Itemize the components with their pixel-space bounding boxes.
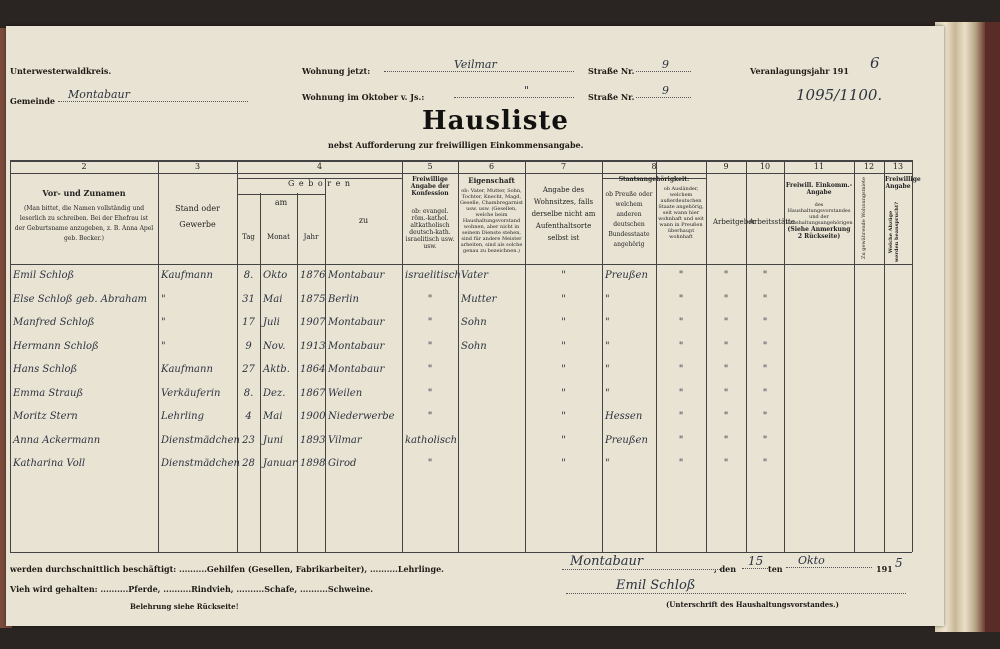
footer-den: , den xyxy=(714,564,737,574)
table-column-rule xyxy=(297,193,298,552)
row-tag: 28 xyxy=(242,458,255,469)
stand-column-title: Stand oder Gewerbe xyxy=(175,204,220,229)
row-ort: Vilmar xyxy=(328,434,362,446)
row-ort: Berlin xyxy=(328,293,359,305)
row-ag: " xyxy=(723,387,729,399)
row-stand: " xyxy=(161,317,166,328)
konfession-note: ob: evangel. röm.-kathol. altkatholisch deutsch-kath. israelitisch usw. usw. xyxy=(405,208,455,250)
row-konf: " xyxy=(427,411,433,422)
row-jahr: 1876 xyxy=(300,270,326,281)
row-stand: Dienstmädchen xyxy=(161,434,240,446)
strasse-label-1: Straße Nr. xyxy=(588,66,635,76)
row-as: " xyxy=(762,411,768,422)
row-ag: " xyxy=(723,434,729,446)
veranlagungsjahr-label: Veranlagungsjahr 191 xyxy=(750,66,849,76)
row-monat: Aktb. xyxy=(263,364,290,375)
column-number: 2 xyxy=(81,162,87,171)
gemeinde-label: Gemeinde xyxy=(10,96,56,106)
row-staat_b: " xyxy=(678,270,684,281)
row-jahr: 1864 xyxy=(300,364,326,375)
row-staat: " xyxy=(605,293,610,305)
row-tag: 31 xyxy=(242,293,255,305)
row-staat_b: " xyxy=(678,434,684,446)
table-column-rule xyxy=(325,178,326,552)
veranlagungsjahr-value: 6 xyxy=(870,54,880,72)
row-stand: Dienstmädchen xyxy=(161,458,240,469)
column-number: 11 xyxy=(813,162,825,171)
arbeitgeber-title: Arbeitgeber xyxy=(713,218,756,226)
row-ag: " xyxy=(723,458,729,469)
strasse-value-2: 9 xyxy=(636,84,691,98)
row-monat: Nov. xyxy=(263,340,286,352)
row-wohn: " xyxy=(561,293,566,305)
table-column-rule xyxy=(158,160,159,552)
wohnung-jetzt-label: Wohnung jetzt: xyxy=(302,66,371,76)
row-staat: " xyxy=(605,364,610,375)
row-ort: Montabaur xyxy=(328,317,385,328)
row-staat_b: " xyxy=(678,411,684,422)
table-column-rule xyxy=(10,160,11,552)
row-jahr: 1893 xyxy=(300,434,326,446)
column-number: 10 xyxy=(759,162,771,171)
table-rule xyxy=(10,173,912,174)
row-konf: " xyxy=(427,458,433,469)
table-column-rule xyxy=(525,160,526,552)
footer-signature: Emil Schloß xyxy=(566,578,906,594)
row-tag: 23 xyxy=(242,434,255,446)
row-monat: Juli xyxy=(263,317,280,328)
col13-rotated: Welche Abzüge werden beansprucht? xyxy=(888,201,900,263)
row-monat: Mai xyxy=(263,293,283,305)
row-konf: " xyxy=(427,317,433,328)
staat-preusse-note: ob Preuße oder welchem anderen deutschen Bundesstaate angehörig xyxy=(605,191,653,248)
row-eig: Sohn xyxy=(461,340,487,352)
row-konf: israelitisch xyxy=(405,270,461,281)
row-name: Else Schloß geb. Abraham xyxy=(13,293,148,305)
jahr-label: Jahr xyxy=(303,233,319,241)
column-number: 4 xyxy=(316,162,323,171)
row-staat_b: " xyxy=(678,317,684,328)
footer-year-suffix: 5 xyxy=(895,556,903,570)
footer-year-prefix: 191 xyxy=(876,564,893,574)
eigenschaft-title: Eigenschaft xyxy=(468,176,515,185)
row-monat: Januar xyxy=(263,458,297,469)
table-column-rule xyxy=(884,160,885,552)
form-page xyxy=(6,26,944,626)
row-ag: " xyxy=(723,270,729,281)
column-number: 9 xyxy=(723,162,729,171)
row-stand: " xyxy=(161,293,166,305)
table-rule xyxy=(10,264,912,265)
row-name: Emil Schloß xyxy=(13,270,75,281)
row-monat: Mai xyxy=(263,411,283,422)
row-ort: Montabaur xyxy=(328,270,385,281)
name-column-title: Vor- und Zunamen xyxy=(42,188,126,198)
row-staat: " xyxy=(605,458,610,469)
row-eig: Sohn xyxy=(461,317,487,328)
row-ag: " xyxy=(723,293,729,305)
row-jahr: 1900 xyxy=(300,411,326,422)
row-ort: Montabaur xyxy=(328,364,385,375)
footer-day: 15 xyxy=(742,554,768,569)
gemeinde-value: Montabaur xyxy=(58,88,248,102)
form-subtitle: nebst Aufforderung zur freiwilligen Einkommensangabe. xyxy=(328,140,584,150)
footer-belehrung: Belehrung siehe Rückseite! xyxy=(130,602,239,611)
row-wohn: " xyxy=(561,340,566,352)
row-eig: Vater xyxy=(461,270,488,281)
konfession-title: Freiwillige Angabe der Konfession xyxy=(410,176,450,197)
row-name: Hans Schloß xyxy=(13,364,78,375)
row-wohn: " xyxy=(561,411,566,422)
row-wohn: " xyxy=(561,317,566,328)
wohnung-oktober-value: " xyxy=(454,84,574,98)
row-staat: Preußen xyxy=(605,270,648,281)
column-number: 7 xyxy=(560,162,567,171)
row-name: Hermann Schloß xyxy=(13,340,99,352)
row-jahr: 1913 xyxy=(300,340,326,352)
footer-livestock-line: Vieh wird gehalten: ..........Pferde, ..........Rindvieh, ..........Schafe, ..........Schweine. xyxy=(10,584,373,594)
row-staat: " xyxy=(605,387,610,399)
row-staat: " xyxy=(605,317,610,328)
row-konf: " xyxy=(427,340,433,352)
footer-ten: ten xyxy=(768,564,783,574)
reference-number: 1095/1100. xyxy=(796,86,883,104)
row-staat: " xyxy=(605,340,610,352)
wohnung-jetzt-value: Veilmar xyxy=(384,58,574,72)
row-stand: Kaufmann xyxy=(161,270,213,281)
row-as: " xyxy=(762,270,768,281)
row-as: " xyxy=(762,317,768,328)
row-wohn: " xyxy=(561,364,566,375)
staatsangehoerigkeit-title: Staatsangehörigkeit: xyxy=(618,176,690,183)
row-monat: Okto xyxy=(263,270,288,281)
column-number: 3 xyxy=(194,162,201,171)
row-name: Anna Ackermann xyxy=(13,434,101,446)
table-column-rule xyxy=(912,160,913,552)
row-ort: Girod xyxy=(328,458,357,469)
col12-rotated: Zu gewährende Wohnungsmiete xyxy=(861,177,867,259)
table-rule xyxy=(237,194,325,195)
tag-label: Tag xyxy=(242,233,255,241)
zu-label: zu xyxy=(358,216,369,225)
row-tag: 27 xyxy=(242,364,255,375)
row-stand: Kaufmann xyxy=(161,364,213,375)
row-konf: katholisch xyxy=(405,434,458,446)
column-number: 13 xyxy=(892,162,904,171)
row-as: " xyxy=(762,458,768,469)
row-staat_b: " xyxy=(678,293,684,305)
row-staat_b: " xyxy=(678,340,684,352)
footer-month: Okto xyxy=(786,554,872,568)
wohnung-oktober-label: Wohnung im Oktober v. Js.: xyxy=(302,92,425,102)
footer-place: Montabaur xyxy=(562,554,720,570)
row-ag: " xyxy=(723,364,729,375)
row-wohn: " xyxy=(561,458,566,469)
row-jahr: 1875 xyxy=(300,293,326,305)
row-as: " xyxy=(762,293,768,305)
row-as: " xyxy=(762,340,768,352)
form-title: Hausliste xyxy=(422,106,569,136)
row-ag: " xyxy=(723,340,729,352)
row-monat: Dez. xyxy=(263,387,286,399)
arbeitsstaette-title: Arbeitsstätte xyxy=(749,218,796,226)
strasse-value-1: 9 xyxy=(636,58,691,72)
row-konf: " xyxy=(427,387,433,399)
row-as: " xyxy=(762,434,768,446)
column-number: 5 xyxy=(427,162,433,171)
col13-title: Freiwillige Angabe xyxy=(885,176,921,190)
row-as: " xyxy=(762,387,768,399)
name-column-note: (Man bittet, die Namen vollständig und leserlich zu schreiben. Bei der Ehefrau ist der Geburtsname anzugeben, z. B. Anna Apel geb. Becker.) xyxy=(14,205,154,242)
row-konf: " xyxy=(427,364,433,375)
row-ort: Weilen xyxy=(328,387,363,399)
row-konf: " xyxy=(427,293,433,305)
row-wohn: " xyxy=(561,434,566,446)
row-name: Katharina Voll xyxy=(13,458,86,469)
row-tag: 9 xyxy=(245,340,252,352)
row-wohn: " xyxy=(561,270,566,281)
am-label: am xyxy=(274,198,288,207)
row-name: Manfred Schloß xyxy=(13,317,95,328)
row-staat_b: " xyxy=(678,364,684,375)
row-ag: " xyxy=(723,411,729,422)
row-eig: Mutter xyxy=(461,293,497,305)
table-column-rule xyxy=(237,160,238,552)
column-number: 8 xyxy=(651,162,657,171)
table-column-rule xyxy=(260,193,261,552)
row-ag: " xyxy=(723,317,729,328)
geboren-title: G e b o r e n xyxy=(287,179,352,188)
row-jahr: 1867 xyxy=(300,387,326,399)
eigenschaft-note: ob: Vater, Mutter, Sohn, Tochter, Knecht, Magd, Geselle, Chambregarnist usw. usw. (Gesellen, welche beim Haushaltungsvorstand wohnen, aber nicht in seinem Dienste stehen, sind für andere Meister arbeiten, sind als solche genau zu bezeichnen.) xyxy=(459,188,524,254)
row-staat: Hessen xyxy=(605,411,643,422)
column-number: 12 xyxy=(863,162,875,171)
row-wohn: " xyxy=(561,387,566,399)
table-rule xyxy=(10,552,912,553)
einkommen-note: des Haushaltungsvorstandes und der Haushaltungsangehörigen xyxy=(785,202,853,226)
row-staat: Preußen xyxy=(605,434,648,446)
table-column-rule xyxy=(854,160,855,552)
einkommen-title: Freiwill. Einkomm.-Angabe xyxy=(785,182,853,196)
row-jahr: 1907 xyxy=(300,317,326,328)
row-stand: Lehrling xyxy=(161,411,205,422)
row-jahr: 1898 xyxy=(300,458,326,469)
row-monat: Juni xyxy=(263,434,284,446)
wohnsitz-title: Angabe des Wohnsitzes, falls derselbe nicht am Aufenthaltsorte selbst ist xyxy=(531,186,596,242)
row-ort: Montabaur xyxy=(328,340,385,352)
row-as: " xyxy=(762,364,768,375)
column-number: 6 xyxy=(488,162,495,171)
staat-auslaender-note: ob Ausländer, welchem außerdeutschen Staate angehörig, seit wann hier wohnhaft und seit wann in Preußen überhaupt wohnhaft xyxy=(658,186,704,240)
footer-employees-line: werden durchschnittlich beschäftigt: ..........Gehilfen (Gesellen, Fabrikarbeiter), ..........Lehrlinge. xyxy=(10,564,444,574)
row-name: Emma Strauß xyxy=(13,387,84,399)
row-tag: 8. xyxy=(243,387,254,399)
row-name: Moritz Stern xyxy=(13,411,78,422)
row-tag: 8. xyxy=(243,270,254,281)
monat-label: Monat xyxy=(267,233,290,241)
row-tag: 4 xyxy=(245,411,252,422)
row-staat_b: " xyxy=(678,387,684,399)
footer-signature-caption: (Unterschrift des Haushaltungsvorstandes.) xyxy=(666,600,839,609)
einkommen-reference: (Siehe Anmerkung 2 Rückseite) xyxy=(787,226,851,240)
row-tag: 17 xyxy=(242,317,255,328)
strasse-label-2: Straße Nr. xyxy=(588,92,635,102)
row-staat_b: " xyxy=(678,458,684,469)
row-stand: " xyxy=(161,340,166,352)
row-stand: Verkäuferin xyxy=(161,387,221,399)
row-ort: Niederwerbe xyxy=(328,411,395,422)
kreis-label: Unterwesterwaldkreis. xyxy=(10,66,112,76)
